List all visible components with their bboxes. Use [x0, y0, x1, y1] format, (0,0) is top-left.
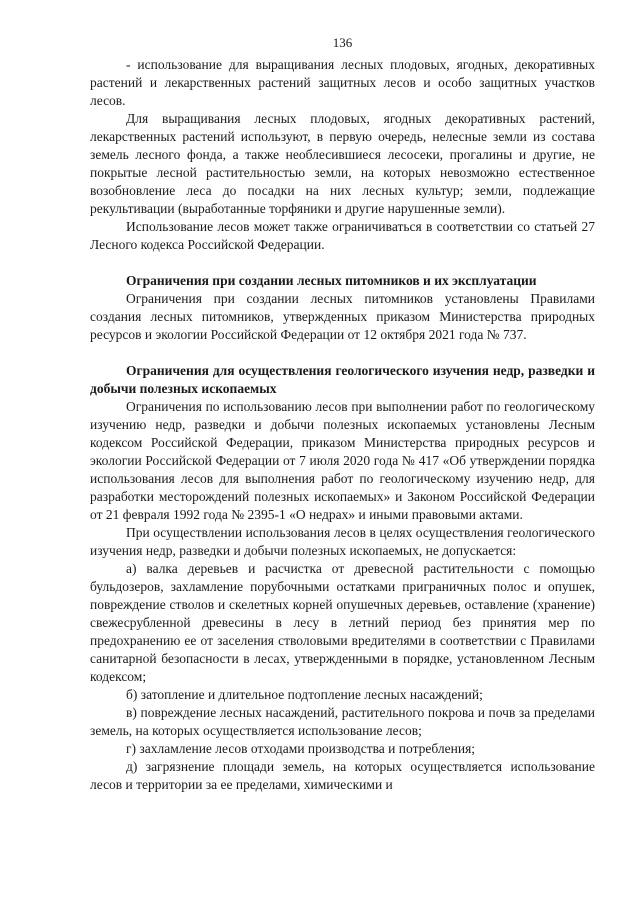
- section-heading-nurseries: Ограничения при создании лесных питомников и их эксплуатации: [126, 273, 537, 288]
- paragraph-4: Ограничения при создании лесных питомников установлены Правилами создания лесных питомников, утвержденных приказом Министерства природных ресурсов и экологии Российской Федерации от 12 октября 2021 года № 737.: [90, 291, 595, 342]
- list-item-g: г) захламление лесов отходами производства и потребления;: [126, 741, 476, 756]
- paragraph-1: - использование для выращивания лесных плодовых, ягодных, декоративных растений и лекарственных растений защитных лесов и особо защитных участков лесов.: [90, 57, 595, 108]
- spacer: [90, 344, 595, 362]
- section-heading-geology: Ограничения для осуществления геологического изучения недр, разведки и добычи полезных ископаемых: [90, 363, 595, 396]
- list-item-d: д) загрязнение площади земель, на которых осуществляется использование лесов и территории за ее пределами, химическими и: [90, 759, 595, 792]
- spacer: [90, 254, 595, 272]
- paragraph-6: При осуществлении использования лесов в целях осуществления геологического изучения недр, разведки и добычи полезных ископаемых, не допускается:: [90, 525, 595, 558]
- list-item-v: в) повреждение лесных насаждений, растительного покрова и почв за пределами земель, на которых осуществляется использование лесов;: [90, 705, 595, 738]
- list-item-a: а) валка деревьев и расчистка от древесной растительности с помощью бульдозеров, захламление порубочными остатками приграничных полос и опушек, повреждение стволов и скелетных корней опушечных деревьев, оставление (хранение) свежесрубленной древесины в лесу в летний период без принятия мер по предохранению ее от заселения стволовыми вредителями в соответствии с Правилами санитарной безопасности в лесах, утвержденными в порядке, установленном Лесным кодексом;: [90, 561, 595, 684]
- paragraph-5: Ограничения по использованию лесов при выполнении работ по геологическому изучению недр, разведки и добычи полезных ископаемых установлены Лесным кодексом Российской Федерации, приказом Министерства природных ресурсов и экологии Российской Федерации от 7 июля 2020 года № 417 «Об утверждении порядка использования лесов для выполнения работ по геологическому изучению недр, для разработки месторождений полезных ископаемых» и Законом Российской Федерации от 21 февраля 1992 года № 2395-1 «О недрах» и иными правовыми актами.: [90, 399, 595, 522]
- list-item-b: б) затопление и длительное подтопление лесных насаждений;: [126, 687, 483, 702]
- paragraph-2: Для выращивания лесных плодовых, ягодных декоративных растений, лекарственных растений используют, в первую очередь, нелесные земли из состава земель лесного фонда, а также необлесившиеся лесосеки, прогалины и другие, не покрытые лесной растительностью земли, на которых невозможно естественное возобновление леса до посадки на них лесных культур; земли, подлежащие рекультивации (выработанные торфяники и другие нарушенные земли).: [90, 111, 595, 216]
- paragraph-3: Использование лесов может также ограничиваться в соответствии со статьей 27 Лесного кодекса Российской Федерации.: [90, 219, 595, 252]
- document-page: [90, 34, 595, 794]
- page-number: 136: [332, 35, 353, 50]
